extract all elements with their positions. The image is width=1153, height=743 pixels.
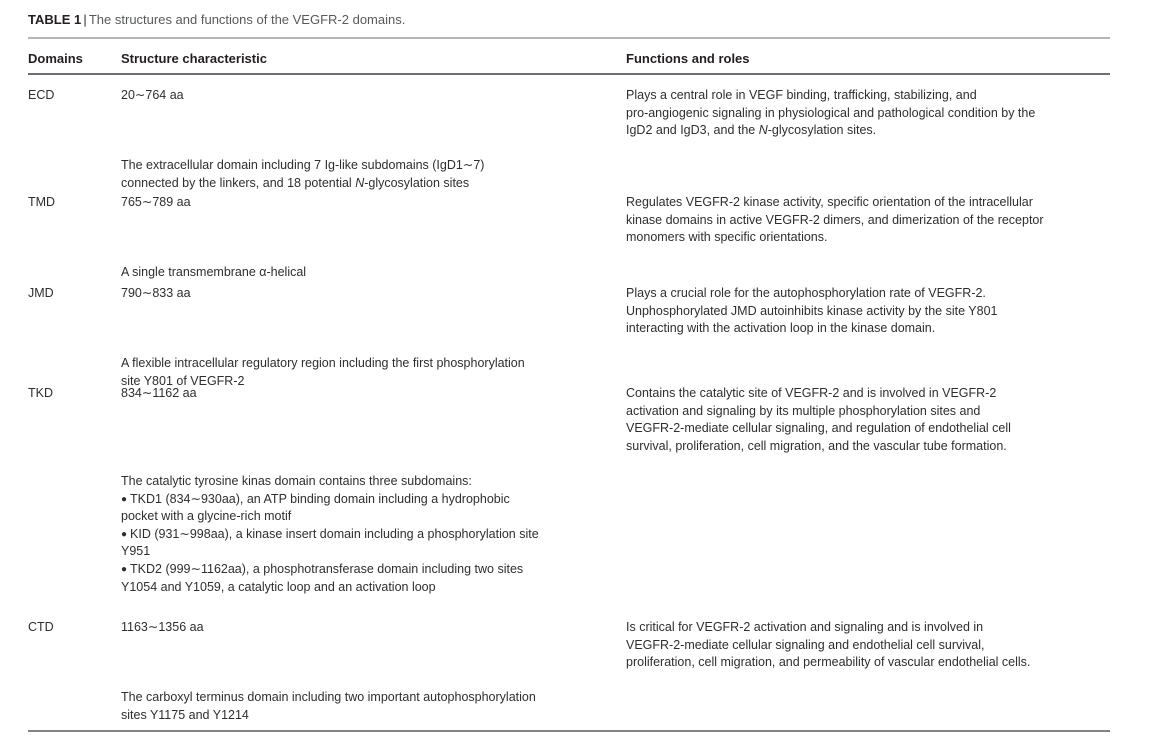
rule-below-header [28, 73, 1110, 75]
structure-bullet [121, 561, 621, 579]
functions-cell [626, 385, 1116, 455]
function-line: survival, proliferation, cell migration, and the vascular tube formation. [626, 438, 1007, 453]
functions-cell [626, 619, 1116, 672]
structure-cell [121, 385, 621, 596]
structure-detail-line: The extracellular domain including 7 Ig-like subdomains (IgD1∼7) [121, 158, 485, 173]
structure-bullet [121, 526, 621, 544]
structure-cell [121, 194, 621, 282]
bullet-text: KID (931∼998aa), a kinase insert domain including a phosphorylation site [130, 526, 539, 541]
structure-cell [121, 619, 621, 725]
function-line: monomers with specific orientations. [626, 230, 828, 245]
function-line: VEGFR-2-mediate cellular signaling and endothelial cell survival, [626, 637, 985, 652]
structure-detail-line: A flexible intracellular regulatory region including the first phosphorylation [121, 356, 525, 371]
residue-range: 20∼764 aa [121, 88, 184, 102]
structure-detail-line: The carboxyl terminus domain including two important autophosphorylation [121, 690, 536, 705]
text-fragment: -glycosylation sites. [767, 123, 877, 138]
text-fragment: connected by the linkers, and 18 potential [121, 175, 356, 190]
bullet-dot-icon: ● [121, 563, 128, 575]
function-line: Is critical for VEGFR-2 activation and signaling and is involved in [626, 620, 984, 634]
function-line: pro-angiogenic signaling in physiological and pathological condition by the [626, 105, 1036, 120]
function-line: interacting with the activation loop in the kinase domain. [626, 321, 936, 336]
residue-range: 765∼789 aa [121, 195, 191, 209]
bullet-text: TKD2 (999∼1162aa), a phosphotransferase domain including two sites [130, 561, 524, 576]
text-fragment: -glycosylation sites [364, 175, 470, 190]
structure-detail-line: sites Y1175 and Y1214 [121, 707, 249, 722]
domain-name: TKD [28, 386, 53, 400]
table-caption-label: TABLE 1 [28, 12, 82, 27]
functions-cell [626, 285, 1116, 338]
function-line: VEGFR-2-mediate cellular signaling, and regulation of endothelial cell [626, 421, 1011, 436]
structure-detail-line: pocket with a glycine-rich motif [121, 509, 292, 524]
function-line: activation and signaling by its multiple phosphorylation sites and [626, 403, 981, 418]
function-line: Unphosphorylated JMD autoinhibits kinase activity by the site Y801 [626, 303, 998, 318]
rule-above-header [28, 37, 1110, 39]
functions-cell [626, 194, 1116, 247]
table-row [28, 194, 120, 212]
structure-cell [121, 285, 621, 391]
rule-table-bottom [28, 730, 1110, 732]
residue-range: 834∼1162 aa [121, 386, 197, 400]
bullet-dot-icon: ● [121, 493, 128, 505]
domain-name: ECD [28, 88, 55, 102]
structure-detail-line: A single transmembrane α-helical [121, 265, 307, 280]
functions-cell [626, 87, 1116, 140]
italic-n: N [758, 123, 768, 138]
table-row [28, 285, 120, 303]
residue-range: 1163∼1356 aa [121, 620, 204, 634]
structure-detail-line: Y951 [121, 544, 151, 559]
domain-name: CTD [28, 620, 54, 634]
function-line: proliferation, cell migration, and permeability of vascular endothelial cells. [626, 655, 1031, 670]
structure-detail-line [121, 175, 621, 193]
table-caption [28, 11, 405, 28]
structure-detail-line: Y1054 and Y1059, a catalytic loop and an activation loop [121, 579, 436, 594]
function-line: Contains the catalytic site of VEGFR-2 and is involved in VEGFR-2 [626, 386, 997, 400]
bullet-text: TKD1 (834∼930aa), an ATP binding domain including a hydrophobic [130, 491, 510, 506]
table-row [28, 385, 120, 403]
text-fragment: IgD2 and IgD3, and the [626, 123, 759, 138]
function-line: Plays a central role in VEGF binding, trafficking, stabilizing, and [626, 88, 977, 102]
domain-name: JMD [28, 286, 54, 300]
table-caption-text: The structures and functions of the VEGFR-2 domains. [88, 12, 406, 27]
structure-detail-line: The catalytic tyrosine kinas domain contains three subdomains: [121, 473, 472, 488]
structure-cell [121, 87, 621, 193]
bullet-dot-icon: ● [121, 528, 128, 540]
italic-n: N [355, 175, 365, 190]
function-line: Regulates VEGFR-2 kinase activity, specific orientation of the intracellular [626, 195, 1033, 209]
residue-range: 790∼833 aa [121, 286, 191, 300]
column-header-functions: Functions and roles [626, 51, 750, 66]
table-caption-separator: | [83, 12, 87, 27]
domain-name: TMD [28, 195, 56, 209]
structure-detail-line: site Y801 of VEGFR-2 [121, 373, 245, 388]
table-row [28, 87, 120, 105]
column-header-structure: Structure characteristic [121, 51, 267, 66]
table-row [28, 619, 120, 637]
structure-bullet [121, 491, 621, 509]
function-line: Plays a crucial role for the autophosphorylation rate of VEGFR-2. [626, 286, 986, 300]
function-line: kinase domains in active VEGFR-2 dimers, and dimerization of the receptor [626, 212, 1044, 227]
function-line [626, 122, 1116, 140]
column-header-domains: Domains [28, 51, 83, 66]
